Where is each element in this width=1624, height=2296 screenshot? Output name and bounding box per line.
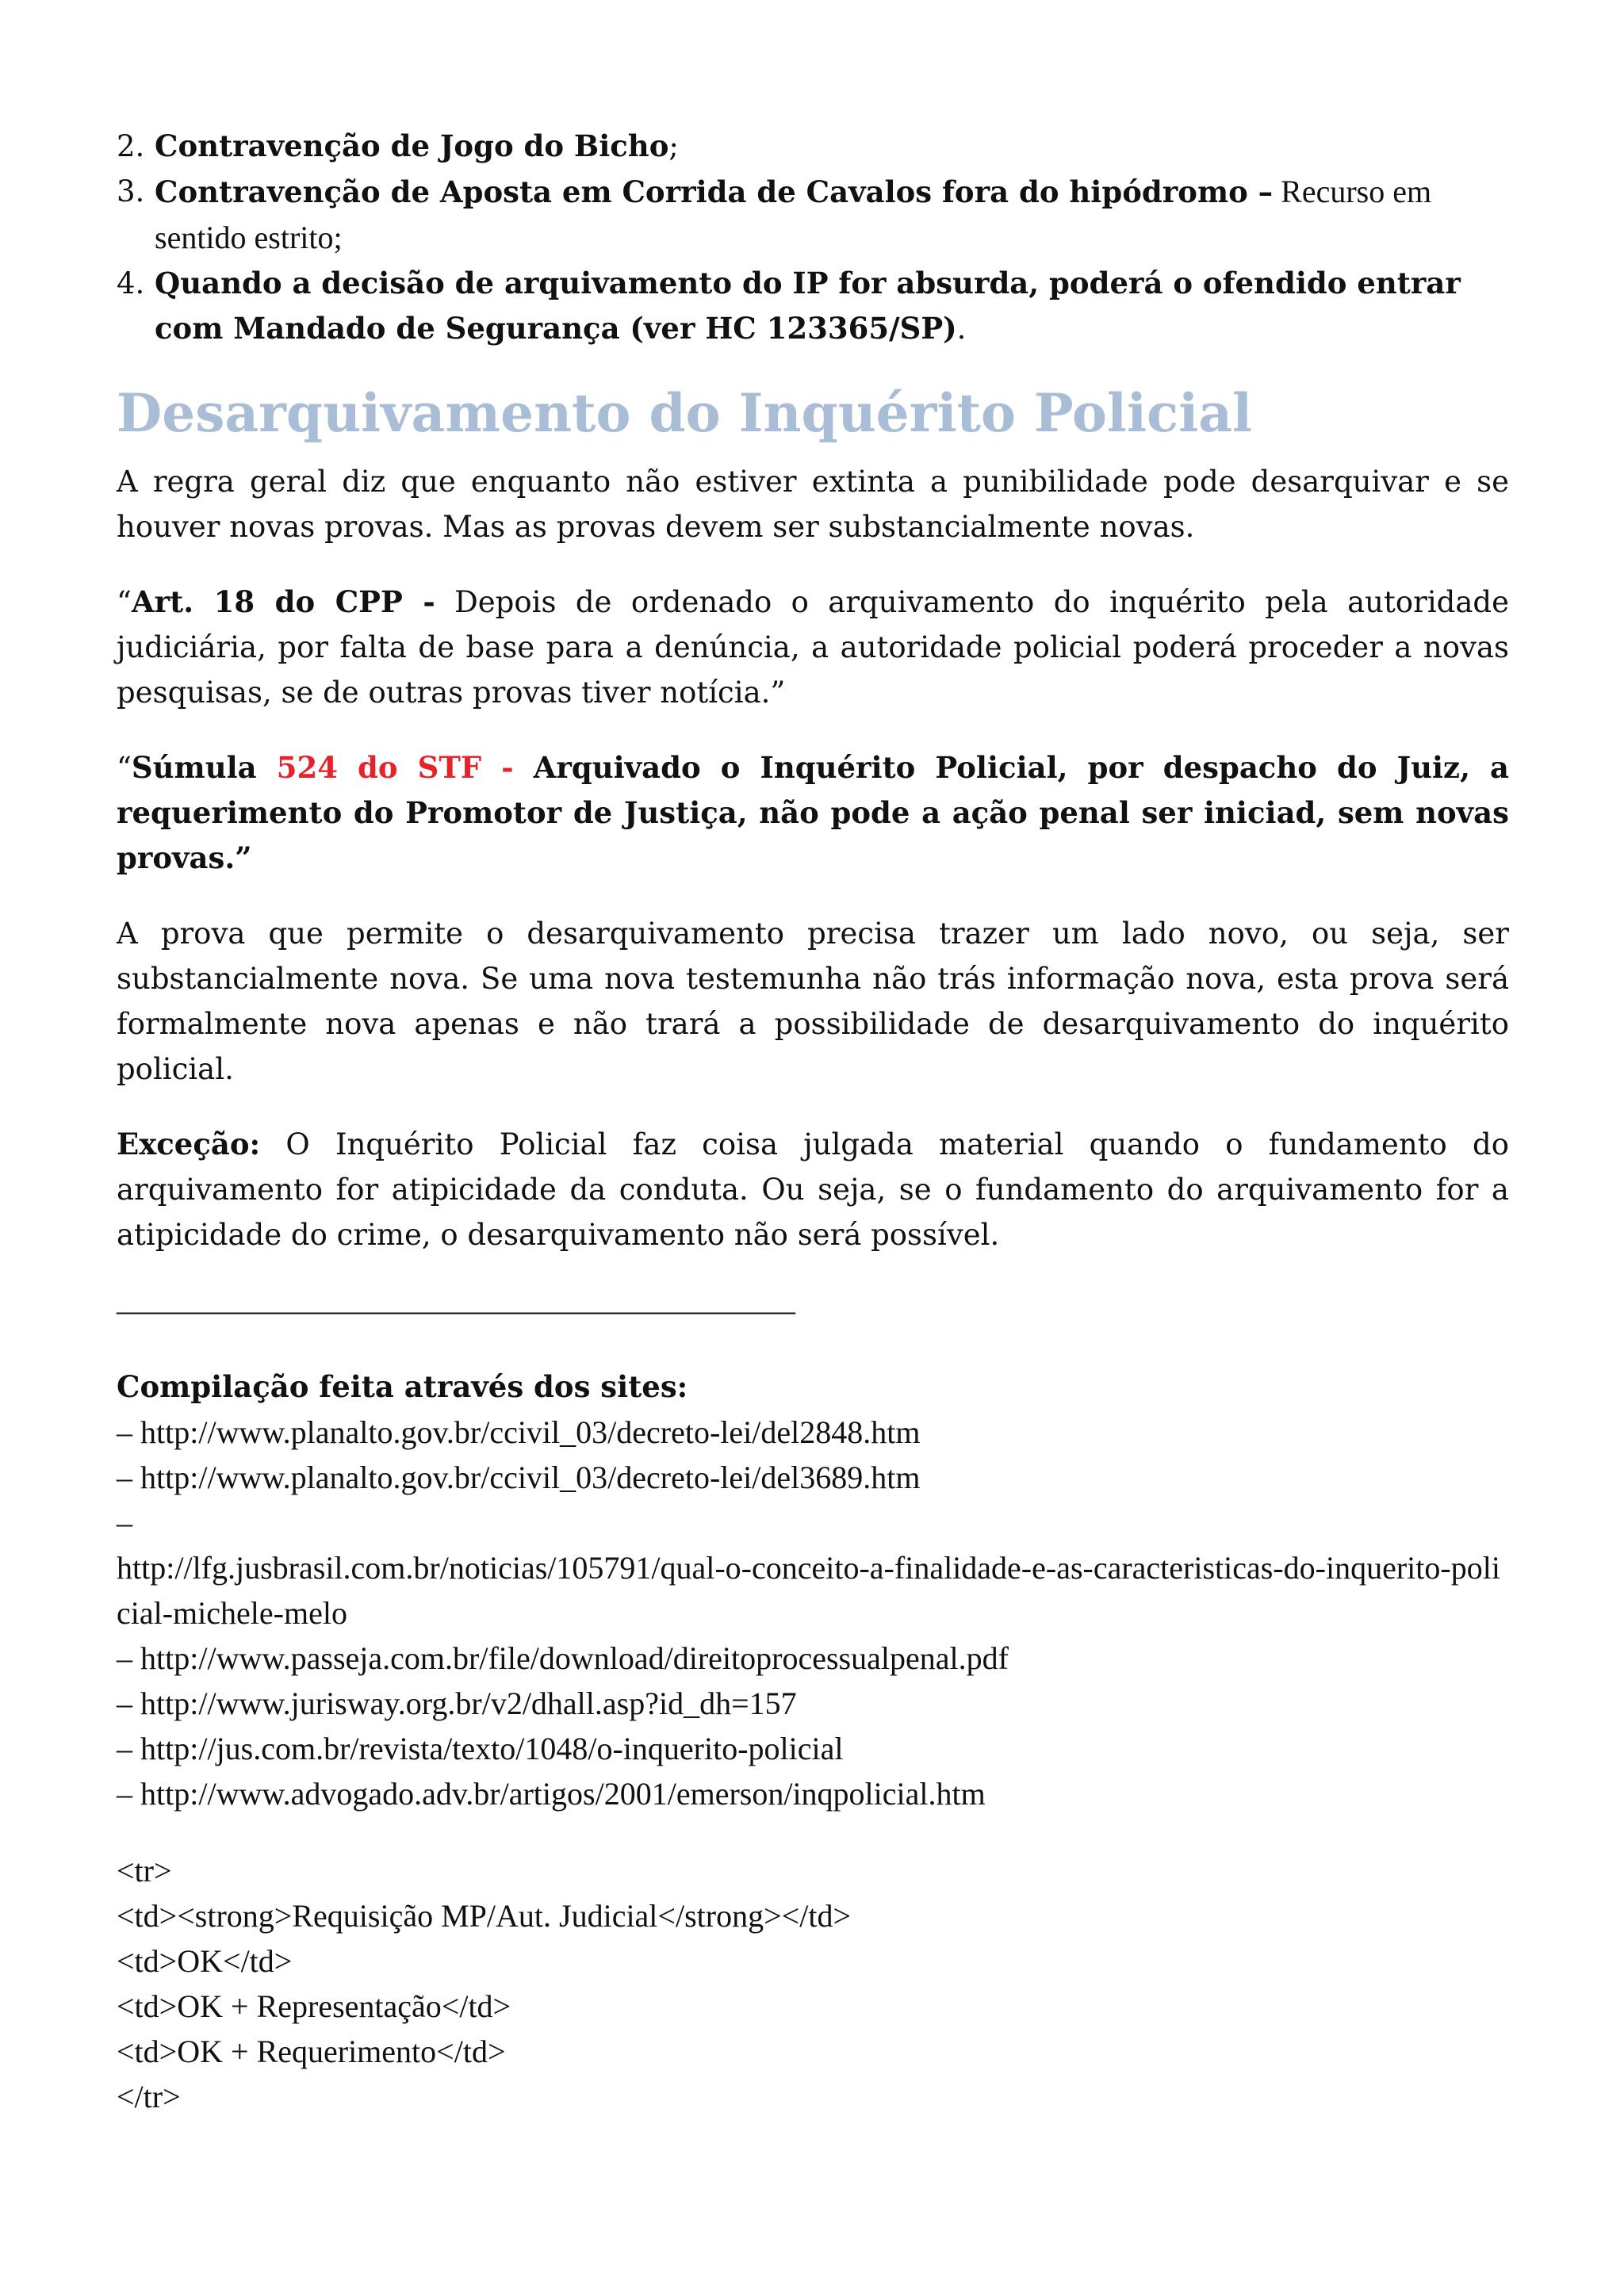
- excecao-label: Exceção:: [117, 1127, 261, 1161]
- list-item-bold: Contravenção de Aposta em Corrida de Cavalos fora do hipódromo –: [155, 174, 1274, 209]
- list-item: [117, 169, 1509, 261]
- list-item: [117, 124, 1509, 169]
- paragraph-sumula: [117, 745, 1509, 881]
- paragraph-art18: [117, 580, 1509, 715]
- code-line: </tr>: [117, 2079, 181, 2114]
- source-link: – http://www.jurisway.org.br/v2/dhall.asp?id_dh=157: [117, 1686, 797, 1721]
- quote-open: “: [117, 751, 132, 785]
- paragraph-prova: A prova que permite o desarquivamento precisa trazer um lado novo, ou seja, ser substancialmente nova. Se uma nova testemunha não trás informação nova, esta prova será formalmente nova apenas e não trará a possibilidade de desarquivamento do inquérito policial.: [117, 916, 1509, 1086]
- list-item-bold: Contravenção de Jogo do Bicho: [155, 128, 669, 163]
- source-link: – http://jus.com.br/revista/texto/1048/o-inquerito-policial: [117, 1731, 844, 1766]
- source-link: –: [117, 1505, 132, 1540]
- art18-label: Art. 18 do CPP -: [131, 584, 435, 619]
- source-link: – http://www.planalto.gov.br/ccivil_03/decreto-lei/del2848.htm: [117, 1414, 921, 1450]
- list-number: 2.: [117, 129, 145, 163]
- code-line: <td>OK</td>: [117, 1943, 293, 1979]
- list-number: 3.: [117, 174, 145, 209]
- quote-open: “: [117, 585, 132, 619]
- list-item: [117, 261, 1509, 351]
- code-line: <td><strong>Requisição MP/Aut. Judicial</strong></td>: [117, 1898, 851, 1934]
- source-link: – http://www.passeja.com.br/file/download/direitoprocessualpenal.pdf: [117, 1640, 1009, 1676]
- raw-html-block: [117, 1848, 1509, 2119]
- paragraph-intro: A regra geral diz que enquanto não estiver extinta a punibilidade pode desarquivar e se houver novas provas. Mas as provas devem ser substancialmente novas.: [117, 465, 1509, 544]
- list-item-bold: Quando a decisão de arquivamento do IP for absurda, poderá o ofendido entrar com Mandado de Segurança (ver HC 123365/SP): [155, 266, 1461, 346]
- sumula-label: Súmula: [131, 750, 277, 785]
- sumula-text: Arquivado o Inquérito Policial, por despacho do Juiz, a requerimento do Promotor de Justiça, não pode a ação penal ser iniciad, sem novas provas.”: [117, 750, 1509, 875]
- list-number: 4.: [117, 266, 145, 300]
- list-item-text: .: [956, 312, 967, 346]
- source-link: – http://www.planalto.gov.br/ccivil_03/decreto-lei/del3689.htm: [117, 1460, 921, 1495]
- art18-text: Depois de ordenado o arquivamento do inquérito pela autoridade judiciária, por falta de base para a denúncia, a autoridade policial poderá proceder a novas pesquisas, se de outras provas tiver notícia.”: [117, 585, 1509, 710]
- source-link: – http://www.advogado.adv.br/artigos/2001/emerson/inqpolicial.htm: [117, 1776, 986, 1812]
- list-item-text: Recurso em sentido estrito;: [155, 174, 1432, 255]
- paragraph-excecao: [117, 1122, 1509, 1257]
- code-line: <td>OK + Representação</td>: [117, 1988, 511, 2024]
- sources-title: Compilação feita através dos sites:: [117, 1369, 688, 1404]
- source-link: http://lfg.jusbrasil.com.br/noticias/105791/qual-o-conceito-a-finalidade-e-as-caracteristicas-do-inquerito-policial-michele-melo: [117, 1550, 1500, 1631]
- sumula-number: 524 do STF -: [276, 750, 514, 785]
- code-line: <td>OK + Requerimento</td>: [117, 2034, 506, 2069]
- numbered-list: [117, 124, 1509, 351]
- divider-line: ——————————————————————–: [117, 1292, 794, 1328]
- code-line: <tr>: [117, 1853, 172, 1888]
- list-item-text: ;: [668, 129, 679, 163]
- section-heading: Desarquivamento do Inquérito Policial: [117, 382, 1253, 444]
- excecao-text: O Inquérito Policial faz coisa julgada material quando o fundamento do arquivamento for atipicidade da conduta. Ou seja, se o fundamento do arquivamento for a atipicidade do crime, o desarquivamento não será possível.: [117, 1127, 1509, 1252]
